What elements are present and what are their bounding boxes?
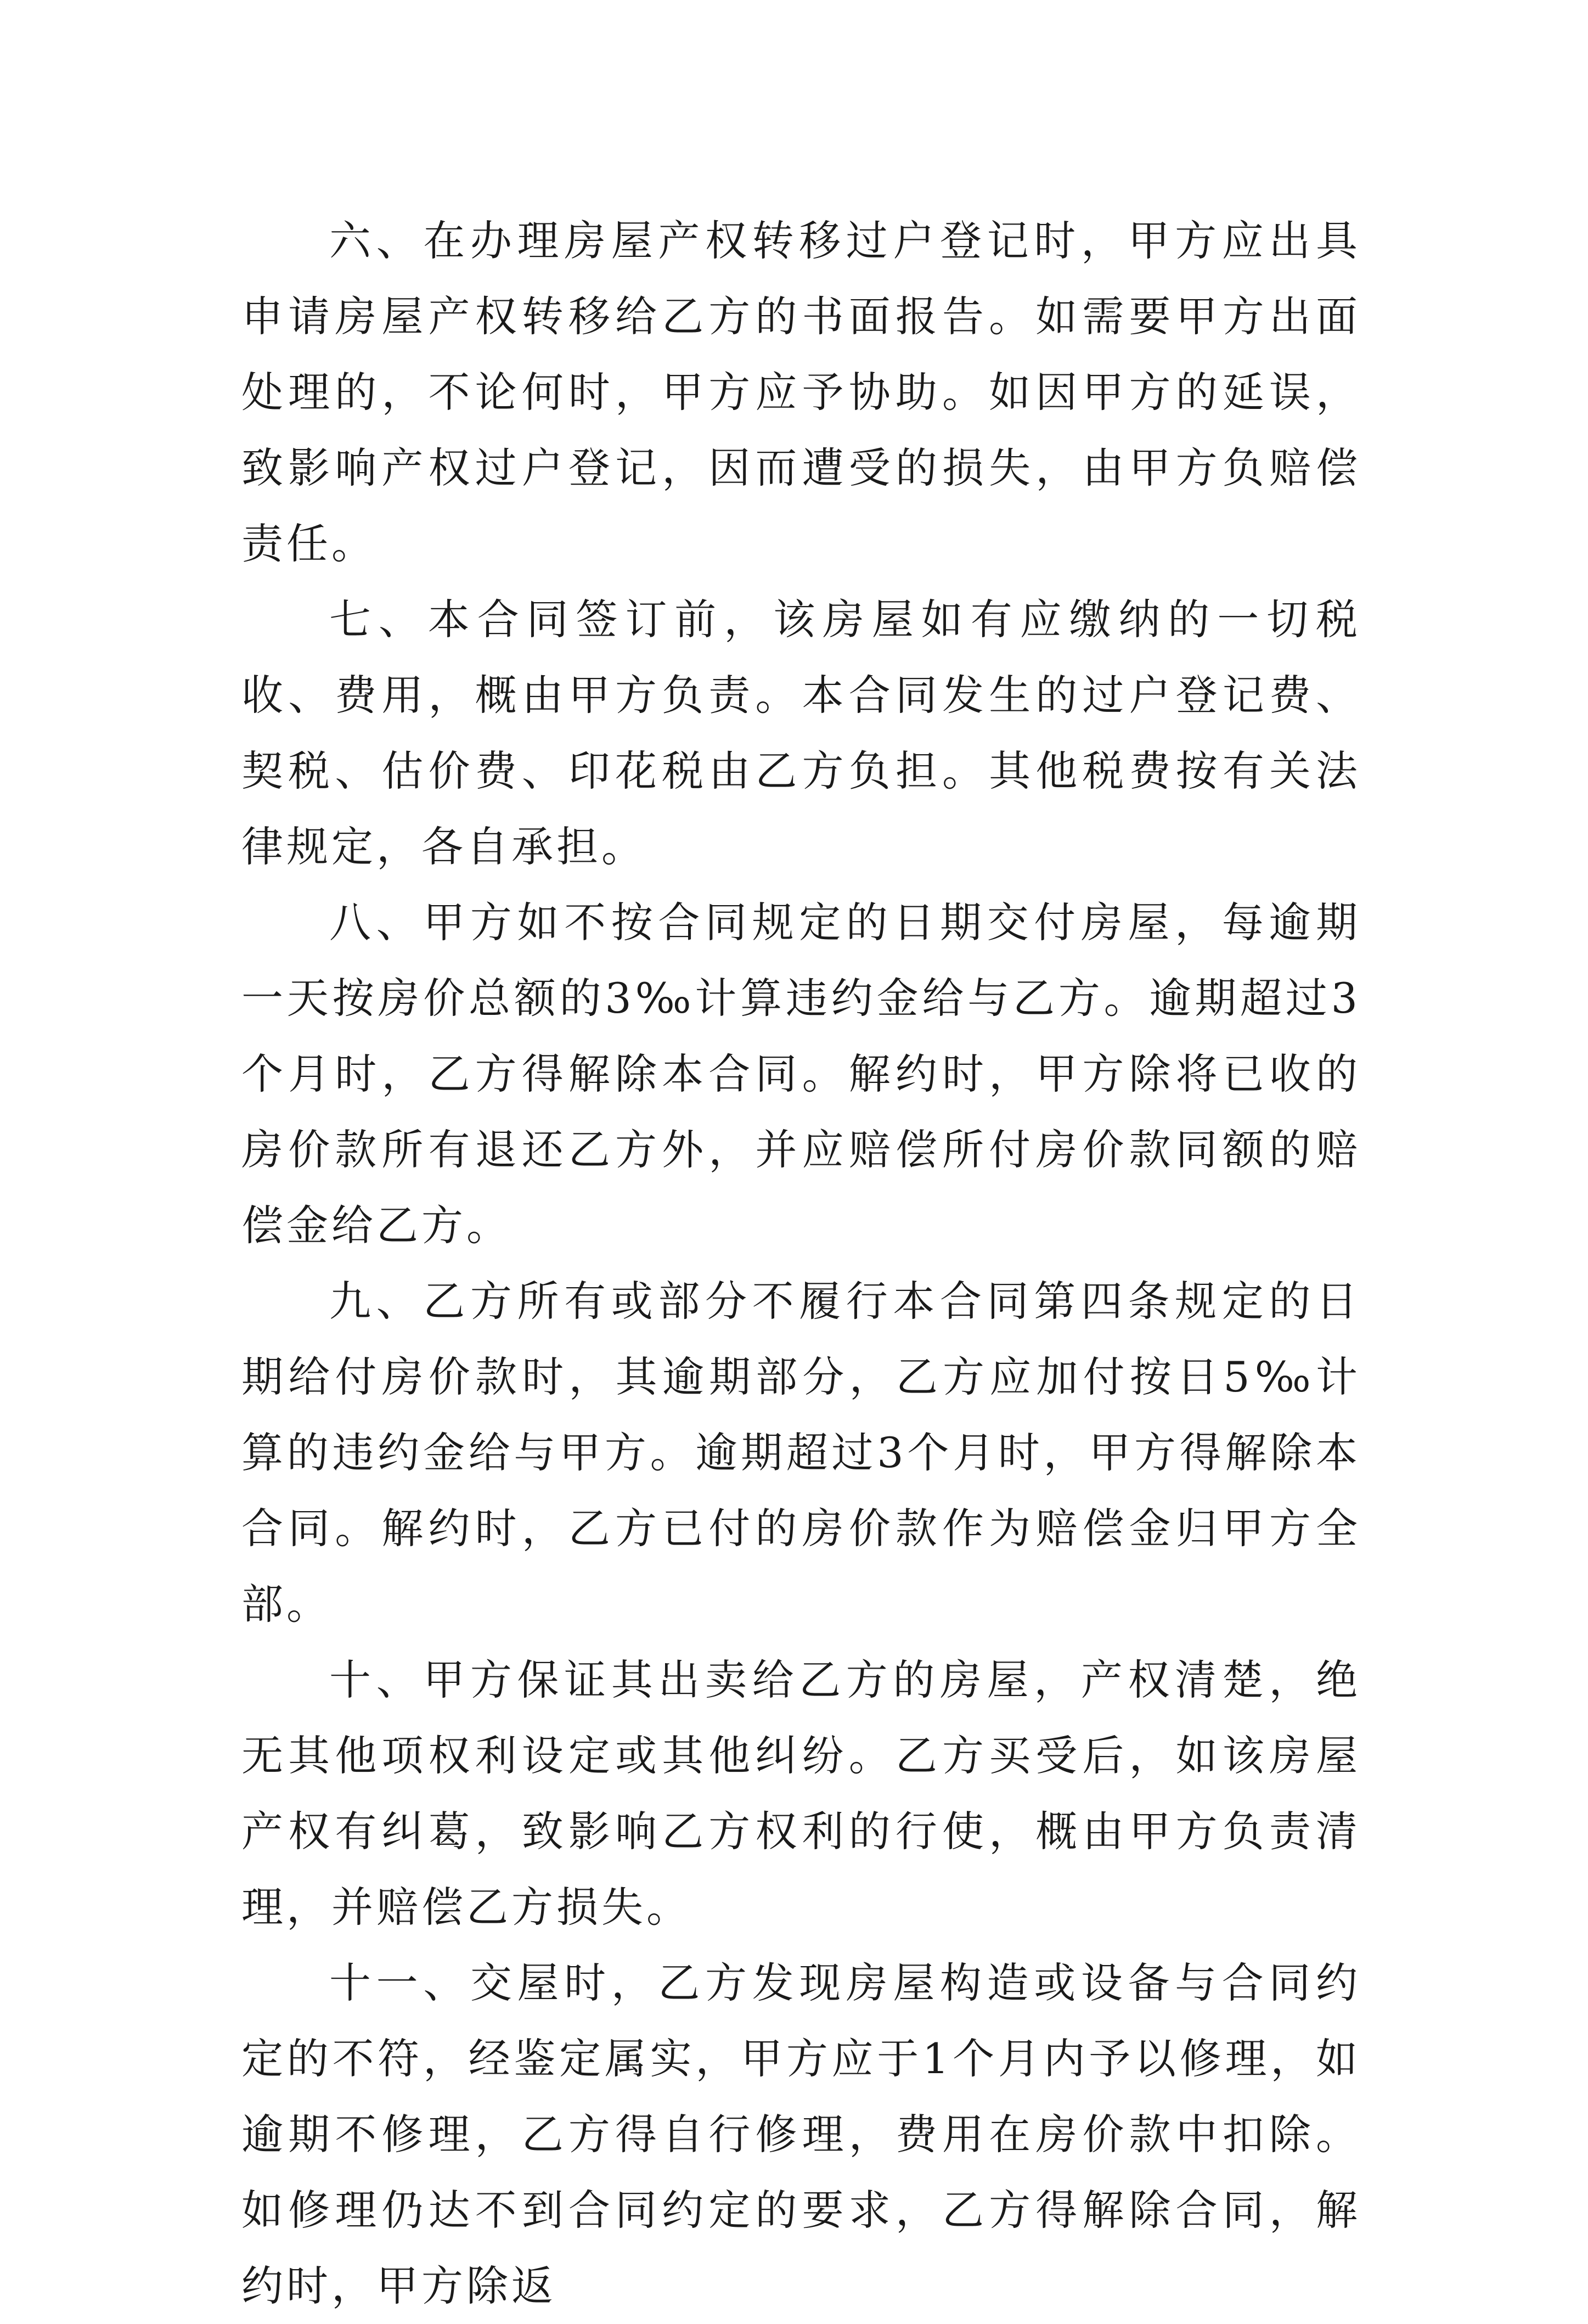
clause-6-paragraph: 六、在办理房屋产权转移过户登记时，甲方应出具申请房屋产权转移给乙方的书面报告。如需要甲方出面处理的，不论何时，甲方应予协助。如因甲方的延误，致影响产权过户登记，因而遭受的损失，由甲方负赔偿责任。 [241,216,1361,568]
clause-8-paragraph: 八、甲方如不按合同规定的日期交付房屋，每逾期一天按房价总额的3‰计算违约金给与乙方。逾期超过3个月时，乙方得解除本合同。解约时，甲方除将已收的房价款所有退还乙方外，并应赔偿所付房价款同额的赔偿金给乙方。 [241,898,1361,1250]
clause-11-paragraph: 十一、交屋时，乙方发现房屋构造或设备与合同约定的不符，经鉴定属实，甲方应于1个月内予以修理，如逾期不修理，乙方得自行修理，费用在房价款中扣除。如修理仍达不到合同约定的要求，乙方得解除合同，解约时，甲方除返 [241,1958,1361,2310]
clause-10-paragraph: 十、甲方保证其出卖给乙方的房屋，产权清楚，绝无其他项权利设定或其他纠纷。乙方买受后，如该房屋产权有纠葛，致影响乙方权利的行使，概由甲方负责清理，并赔偿乙方损失。 [241,1655,1361,1932]
clause-7-paragraph: 七、本合同签订前，该房屋如有应缴纳的一切税收、费用，概由甲方负责。本合同发生的过户登记费、契税、估价费、印花税由乙方负担。其他税费按有关法律规定，各自承担。 [241,595,1361,871]
document-body [241,203,1361,2324]
clause-9-paragraph: 九、乙方所有或部分不履行本合同第四条规定的日期给付房价款时，其逾期部分，乙方应加付按日5‰计算的违约金给与甲方。逾期超过3个月时，甲方得解除本合同。解约时，乙方已付的房价款作为赔偿金归甲方全部。 [241,1277,1361,1629]
